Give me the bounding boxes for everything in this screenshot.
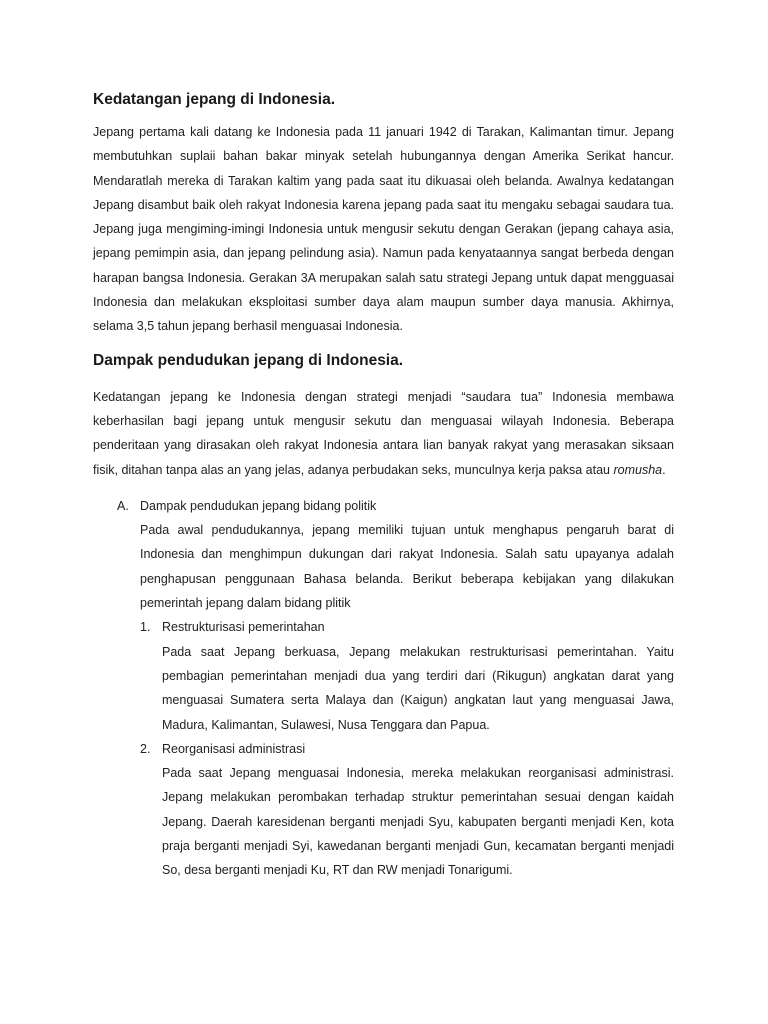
section-title-kedatangan: Kedatangan jepang di Indonesia. xyxy=(93,91,336,108)
numbered-heading-reorganisasi: Reorganisasi administrasi xyxy=(162,741,306,756)
section-paragraph-kedatangan: Jepang pertama kali datang ke Indonesia pada 11 januari 1942 di Tarakan, Kalimantan timur. Jepang membutuhkan suplaii bahan bakar minyak setelah hubungannya dengan Amerika Serikat hancur. Mendaratlah mereka di Tarakan kaltim yang pada saat itu dikuasai oleh belanda. Awalnya kedatangan Jepang disambut baik oleh rakyat Indonesia karena jepang pada saat itu mengaku sebagai saudara tua. Jepang juga mengiming-imingi Indonesia untuk mengusir sekutu dengan Gerakan (jepang cahaya asia, jepang pemimpin asia, dan jepang pelindung asia). Namun pada kenyataannya sangat berbeda dengan harapan bangsa Indonesia. Gerakan 3A merupakan salah satu strategi Jepang untuk dapat mengguasai Indonesia dan melakukan eksploitasi sumber daya alam maupun sumber daya manusia. Akhirnya, selama 3,5 tahun jepang berhasil menguasai Indonesia. xyxy=(93,125,674,334)
numbered-item-reorganisasi xyxy=(140,737,674,883)
numbered-marker: 1. xyxy=(140,620,151,635)
numbered-item-restrukturisasi xyxy=(140,615,674,736)
list-heading-politik: Dampak pendudukan jepang bidang politik xyxy=(140,498,377,513)
document-content xyxy=(93,88,674,883)
numbered-body-reorganisasi: Pada saat Jepang menguasai Indonesia, mereka melakukan reorganisasi administrasi. Jepang melakukan perombakan terhadap struktur pemerintahan sesuai dengan kaidah Jepang. Daerah karesidenan berganti menjadi Syu, kabupaten berganti menjadi Ken, kota praja berganti menjadi Syi, kawedanan berganti menjadi Gun, kecamatan berganti menjadi So, desa berganti menjadi Ku, RT dan RW menjadi Tonarigumi. xyxy=(162,766,674,878)
section-title-dampak: Dampak pendudukan jepang di Indonesia. xyxy=(93,351,404,369)
italic-term-romusha: romusha xyxy=(613,462,663,477)
list-item-politik xyxy=(117,494,674,883)
list-marker: A. xyxy=(117,498,129,513)
numbered-body-restrukturisasi: Pada saat Jepang berkuasa, Jepang melakukan restrukturisasi pemerintahan. Yaitu pembagian pemerintahan menjadi dua yang terdiri dari (Rikugun) angkatan darat yang menguasai Sumatera serta Malaya dan (Kaigun) angkatan laut yang menguasai Jawa, Madura, Kalimantan, Sulawesi, Nusa Tenggara dan Papua. xyxy=(162,644,674,732)
section-paragraph-dampak xyxy=(93,385,674,482)
numbered-marker: 2. xyxy=(140,741,151,756)
list-body-politik: Pada awal pendudukannya, jepang memiliki tujuan untuk menghapus pengaruh barat di Indonesia dan menghimpun dukungan dari rakyat Indonesia. Salah satu upayanya adalah penghapusan penggunaan Bahasa belanda. Berikut beberapa kebijakan yang dilakukan pemerintah jepang dalam bidang plitik xyxy=(140,523,674,611)
paragraph-end: . xyxy=(662,462,666,477)
numbered-heading-restrukturisasi: Restrukturisasi pemerintahan xyxy=(162,620,325,635)
paragraph-text: Kedatangan jepang ke Indonesia dengan strategi menjadi “saudara tua” Indonesia membawa keberhasilan bagi jepang untuk mengusir sekutu dan menguasai wilayah Indonesia. Beberapa penderitaan yang dirasakan oleh rakyat Indonesia antara lian banyak rakyat yang merasakan siksaan fisik, ditahan tanpa alas an yang jelas, adanya perbudakan seks, munculnya kerja paksa atau xyxy=(93,389,674,477)
